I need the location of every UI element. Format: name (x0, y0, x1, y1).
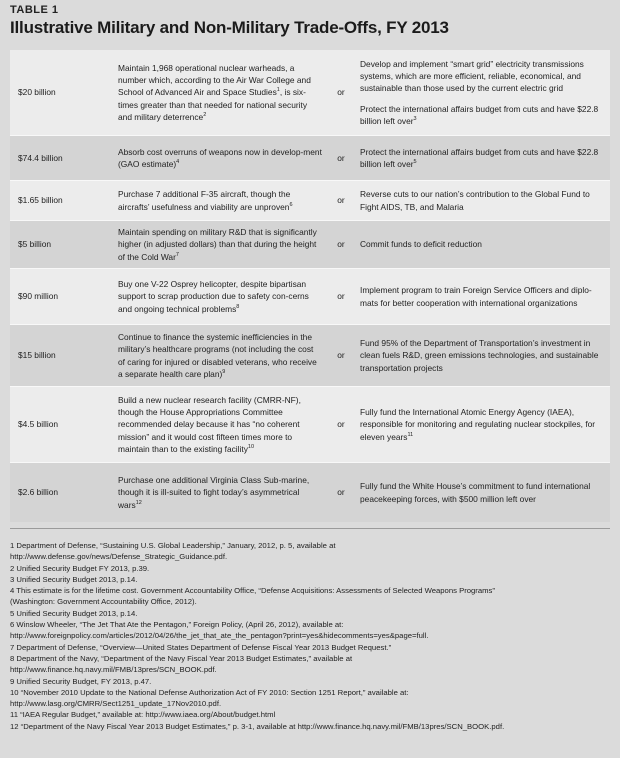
military-cell: Buy one V-22 Osprey helicopter, despite bipartisan support to scrap production due to safety con-cerns and ongoing technical problems$^8$ (118, 279, 309, 314)
non-military-cell: Commit funds to deficit reduction (360, 239, 482, 250)
military-cell: Continue to finance the systemic inefficiencies in the military’s healthcare programs (not including the cost of caring for injured or disabled veterans, who receive a separate health care plan)$^9$ (118, 332, 317, 379)
table-row (10, 462, 610, 522)
or-cell: or (337, 419, 345, 430)
non-military-cell: Fully fund the White House’s commitment to fund international peacekeeping forces, with $500 million left over (360, 481, 591, 504)
or-cell: or (337, 350, 345, 361)
or-cell: or (337, 87, 345, 98)
or-cell: or (337, 239, 345, 250)
amount-cell: $2.6 billion (18, 487, 59, 498)
footnote-line: 5 Unified Security Budget 2013, p.14. (10, 608, 138, 618)
table-row (10, 180, 610, 220)
footnote-line: (Washington: Government Accountability Office, 2012). (10, 597, 197, 607)
footnote-line: http://www.foreignpolicy.com/articles/2012/04/26/the_jet_that_ate_the_pentagon?print=yes&hidecomments=yes&page=full. (10, 631, 429, 641)
footnote-line: http://www.finance.hq.navy.mil/FMB/13pres/SCN_BOOK.pdf. (10, 665, 217, 675)
footnote-line: http://www.defense.gov/news/Defense_Strategic_Guidance.pdf. (10, 552, 228, 562)
military-cell: Build a new nuclear research facility (CMRR-NF), though the House Appropriations Committee recommended delay because it has “no coherent mission” and it would cost fifteen times more to maintain than to the existing facility$^{10}$ (118, 395, 301, 454)
footnote-divider (10, 528, 610, 529)
table-label: TABLE 1 (10, 4, 59, 16)
footnotes (10, 540, 610, 732)
footnote-line: http://www.lasg.org/CMRR/Sect1251_update_17Nov2010.pdf. (10, 699, 222, 709)
table-row (10, 220, 610, 268)
tradeoff-table (10, 50, 610, 522)
footnote-line: 12 “Department of the Navy Fiscal Year 2013 Budget Estimates,” p. 3-1, available at http://www.finance.hq.navy.mil/FMB/13pres/SCN_BOOK.pdf. (10, 721, 505, 731)
non-military-cell: Reverse cuts to our nation’s contribution to the Global Fund to Fight AIDS, TB, and Malaria (360, 189, 590, 212)
amount-cell: $5 billion (18, 239, 52, 250)
amount-cell: $15 billion (18, 350, 56, 361)
footnote-line: 6 Winslow Wheeler, “The Jet That Ate the Pentagon,” Foreign Policy, (April 26, 2012), available at: (10, 620, 344, 630)
footnote-line: 9 Unified Security Budget, FY 2013, p.47. (10, 676, 152, 686)
or-cell: or (337, 487, 345, 498)
military-cell: Maintain spending on military R&D that is significantly higher (in adjusted dollars) than that during the height of the Cold War$^7$ (118, 227, 317, 262)
table-title: Illustrative Military and Non-Military Trade-Offs, FY 2013 (10, 18, 449, 37)
footnote-line: 1 Department of Defense, “Sustaining U.S. Global Leadership,” January, 2012, p. 5, available at (10, 541, 336, 550)
amount-cell: $4.5 billion (18, 419, 59, 430)
non-military-cell: Fund 95% of the Department of Transportation’s investment in clean fuels R&D, green emissions technologies, and sustainable transportation projects (360, 338, 599, 373)
table-row (10, 50, 610, 135)
footnote-line: 11 “IAEA Regular Budget,” available at: http://www.iaea.org/About/budget.html (10, 710, 276, 720)
non-military-cell: Implement program to train Foreign Service Officers and diplo-mats for better cooperation with international organizations (360, 285, 592, 308)
non-military-cell: Fully fund the International Atomic Energy Agency (IAEA), responsible for monitoring and regulating nuclear stockpiles, for eleven years$^{11}$ (360, 407, 596, 442)
table-row (10, 135, 610, 180)
footnote-line: 8 Department of the Navy, “Department of the Navy Fiscal Year 2013 Budget Estimates,” available at (10, 653, 353, 663)
footnote-line: 4 This estimate is for the lifetime cost. Government Accountability Office, “Defense Acquisitions: Assessments of Selected Weapons Programs” (10, 586, 495, 596)
military-cell: Purchase one additional Virginia Class Sub-marine, though it is ill-suited to fight today’s asymmetrical wars$^{12}$ (118, 475, 310, 510)
table-row (10, 386, 610, 462)
footnote-line: 10 “November 2010 Update to the National Defense Authorization Act of FY 2010: Section 1251 Report,” available at: (10, 687, 409, 697)
footnote-line: 3 Unified Security Budget 2013, p.14. (10, 574, 138, 584)
amount-cell: $1.65 billion (18, 195, 63, 206)
table-row (10, 268, 610, 324)
military-cell: Maintain 1,968 operational nuclear warheads, a number which, according to the Air War College and School of Advanced Air and Space Studies$^1$, is six-times greater than that needed for national security and military deterrence$^2$ (118, 63, 311, 122)
or-cell: or (337, 195, 345, 206)
amount-cell: $90 million (18, 291, 59, 302)
or-cell: or (337, 152, 345, 163)
amount-cell: $20 billion (18, 87, 56, 98)
or-cell: or (337, 291, 345, 302)
amount-cell: $74.4 billion (18, 152, 63, 163)
non-military-cell: Develop and implement “smart grid” electricity transmissions systems, which are more efficient, reliable, economical, and sustainable than those used by the current electric grid Protect the international affairs budget from cuts and have $22.8 billion left over$^3$ (360, 59, 599, 126)
military-cell: Purchase 7 additional F-35 aircraft, though the aircrafts’ usefulness and viability are unproven$^6$ (118, 189, 293, 212)
footnote-line: 2 Unified Security Budget FY 2013, p.39. (10, 563, 150, 573)
military-cell: Absorb cost overruns of weapons now in develop-ment (GAO estimate)$^4$ (118, 146, 322, 169)
table-row (10, 324, 610, 386)
non-military-cell: Protect the international affairs budget from cuts and have $22.8 billion left over$^5$ (360, 146, 599, 169)
footnote-line: 7 Department of Defense, “Overview—United States Department of Defense Fiscal Year 2013 Budget Request.” (10, 642, 392, 652)
